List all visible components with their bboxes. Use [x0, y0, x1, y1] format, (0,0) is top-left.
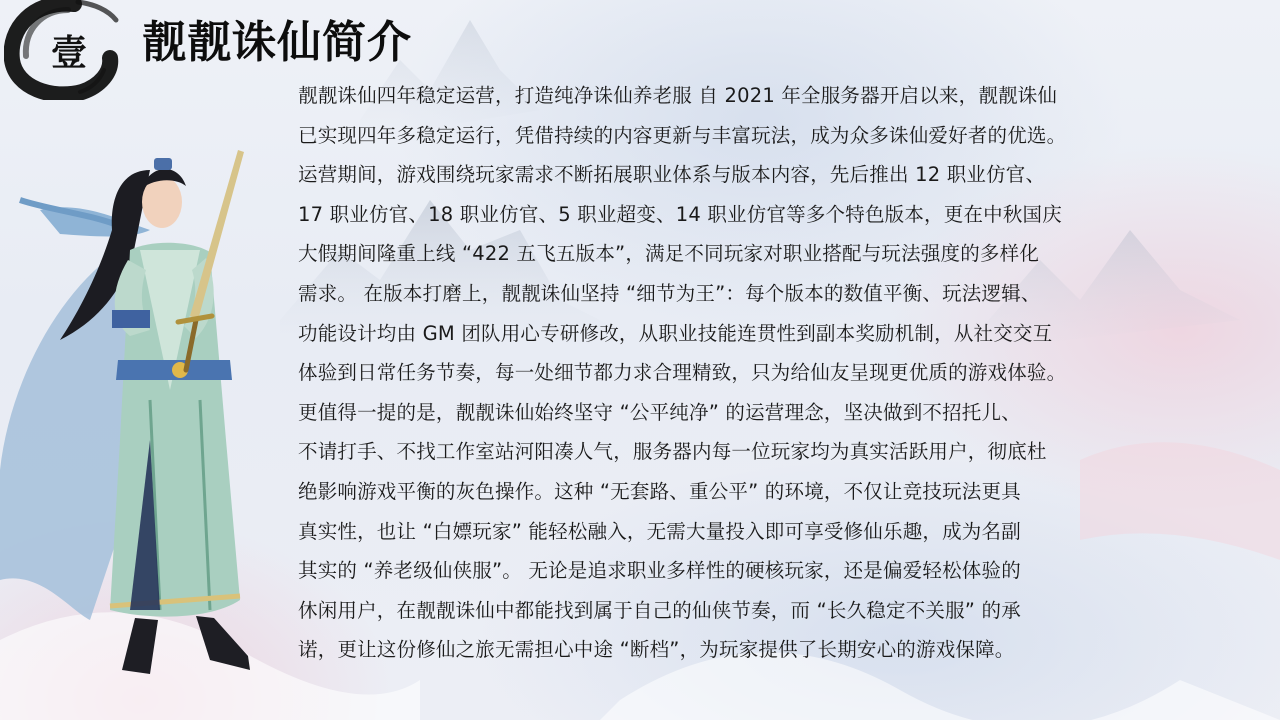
section-number: 壹 — [50, 31, 87, 74]
swordsman-illustration — [0, 140, 300, 720]
paragraph-line: 运营期间，游戏围绕玩家需求不断拓展职业体系与版本内容，先后推出 12 职业仿官、 — [298, 163, 1046, 187]
paragraph-line: 17 职业仿官、18 职业仿官、5 职业超变、14 职业仿官等多个特色版本，更在中秋国庆 — [298, 202, 1062, 226]
paragraph-line: 已实现四年多稳定运行，凭借持续的内容更新与丰富玩法，成为众多诛仙爱好者的优选。 — [298, 123, 1067, 147]
paragraph-line: 需求。 在版本打磨上，靓靓诛仙坚持 “细节为王”：每个版本的数值平衡、玩法逻辑、 — [298, 281, 1041, 305]
paragraph-line: 真实性，也让 “白嫖玩家” 能轻松融入，无需大量投入即可享受修仙乐趣，成为名副 — [298, 519, 1021, 543]
intro-paragraph — [298, 76, 1230, 670]
paragraph-line: 绝影响游戏平衡的灰色操作。这种 “无套路、重公平” 的环境，不仅让竞技玩法更具 — [298, 479, 1021, 503]
section-number-badge — [4, 0, 124, 100]
paragraph-line: 休闲用户，在靓靓诛仙中都能找到属于自己的仙侠节奏，而 “长久稳定不关服” 的承 — [298, 598, 1021, 622]
paragraph-line: 诺，更让这份修仙之旅无需担心中途 “断档”，为玩家提供了长期安心的游戏保障。 — [298, 638, 1015, 662]
page-title: 靓靓诛仙简介 — [142, 17, 412, 68]
paragraph-line: 更值得一提的是，靓靓诛仙始终坚守 “公平纯净” 的运营理念，坚决做到不招托儿、 — [298, 400, 1021, 424]
paragraph-line: 体验到日常任务节奏，每一处细节都力求合理精致，只为给仙友呈现更优质的游戏体验。 — [298, 361, 1067, 385]
paragraph-line: 大假期间隆重上线 “422 五飞五版本”，满足不同玩家对职业搭配与玩法强度的多样化 — [298, 242, 1040, 266]
paragraph-line: 其实的 “养老级仙侠服”。 无论是追求职业多样性的硬核玩家，还是偏爱轻松体验的 — [298, 559, 1021, 583]
paragraph-line: 靓靓诛仙四年稳定运营，打造纯净诛仙养老服 自 2021 年全服务器开启以来，靓靓诛仙 — [298, 84, 1058, 107]
paragraph-line: 不请打手、不找工作室站河阳凑人气，服务器内每一位玩家均为真实活跃用户，彻底杜 — [298, 440, 1047, 464]
paragraph-line: 功能设计均由 GM 团队用心专研修改，从职业技能连贯性到副本奖励机制，从社交交互 — [298, 321, 1053, 345]
